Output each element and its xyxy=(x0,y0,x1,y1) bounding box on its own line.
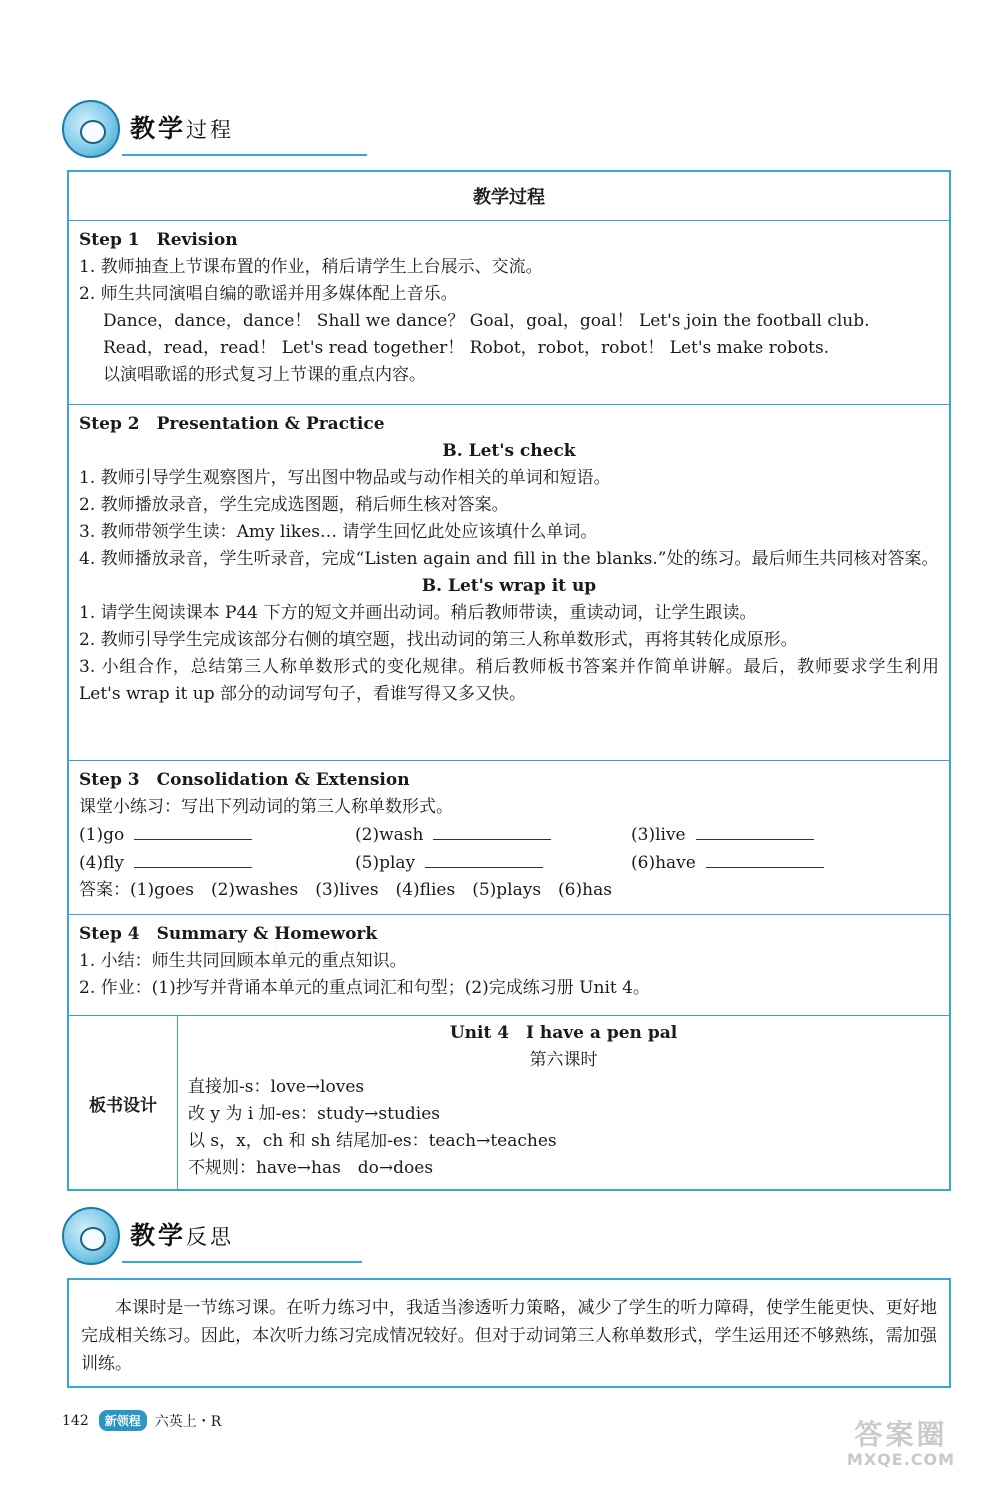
step-line: 2. 教师播放录音，学生完成选图题，稍后师生核对答案。 xyxy=(79,495,509,515)
step-line: 1. 小结：师生共同回顾本单元的重点知识。 xyxy=(79,951,407,971)
step-line: 2. 教师引导学生完成该部分右侧的填空题，找出动词的第三人称单数形式，再将其转化成原形。 xyxy=(79,630,798,650)
step-3-consolidation-extension xyxy=(69,761,949,915)
page-footer xyxy=(62,1410,221,1431)
step-line: 1. 请学生阅读课本 P44 下方的短文并画出动词。稍后教师带读，重读动词，让学生跟读。 xyxy=(79,603,757,623)
exercise-row xyxy=(79,821,939,849)
mascot-icon xyxy=(62,100,120,158)
reflection-text: 本课时是一节练习课。在听力练习中，我适当渗透听力策略，减少了学生的听力障碍，使学生能更快、更好地完成相关练习。因此，本次听力练习完成情况较好。但对于动词第三人称单数形式，学生运用还不够熟练，需加强训练。 xyxy=(81,1298,937,1374)
step-line: 2. 作业：(1)抄写并背诵本单元的重点词汇和句型；(2)完成练习册 Unit 4。 xyxy=(79,978,650,998)
exercise-item: (1)go xyxy=(79,821,355,849)
watermark-en: MXQE.COM xyxy=(846,1450,956,1469)
section-underline xyxy=(122,154,367,156)
exercise-item: (4)fly xyxy=(79,849,355,877)
chant-line: Read，read，read！ Let's read together！ Robot，robot，robot！ Let's make robots. xyxy=(103,338,830,358)
reflection-box xyxy=(67,1278,951,1388)
board-rule: 以 s，x，ch 和 sh 结尾加-es：teach→teaches xyxy=(188,1131,557,1151)
board-body xyxy=(178,1016,949,1190)
step-title: Step 3 Consolidation & Extension xyxy=(79,770,410,790)
exercise-item: (2)wash xyxy=(355,821,631,849)
board-rule: 改 y 为 i 加-es：study→studies xyxy=(188,1104,441,1124)
step-title: Step 2 Presentation & Practice xyxy=(79,414,385,434)
mascot-icon xyxy=(62,1207,120,1265)
section-title xyxy=(130,109,234,149)
teaching-process-table xyxy=(67,170,951,1191)
section-heading-teaching-process xyxy=(62,100,234,158)
answer-blank xyxy=(425,867,543,868)
step-2-presentation-practice xyxy=(69,405,949,761)
step-title: Step 1 Revision xyxy=(79,230,238,250)
watermark xyxy=(826,1420,976,1475)
brand-badge: 新领程 xyxy=(99,1410,147,1431)
step-1-revision xyxy=(69,221,949,405)
section-title-bold: 教学 xyxy=(130,1221,187,1250)
grade-label: 六英上・R xyxy=(154,1413,222,1430)
board-title: Unit 4 I have a pen pal xyxy=(449,1023,678,1043)
board-rule: 直接加-s：love→loves xyxy=(188,1077,365,1097)
answer-blank xyxy=(696,839,814,840)
sub-section-title: B. Let's wrap it up xyxy=(421,576,597,596)
blackboard-design xyxy=(69,1016,949,1190)
chant-line: Dance，dance，dance！ Shall we dance？ Goal，goal，goal！ Let's join the football club. xyxy=(103,311,870,331)
step-4-summary-homework xyxy=(69,915,949,1016)
exercise-intro: 课堂小练习：写出下列动词的第三人称单数形式。 xyxy=(79,797,453,817)
answer-blank xyxy=(706,867,824,868)
board-label: 板书设计 xyxy=(69,1016,178,1190)
section-title-bold: 教学 xyxy=(130,114,187,143)
exercise-item: (3)live xyxy=(631,821,907,849)
sub-section-title: B. Let's check xyxy=(442,441,576,461)
step-line: 以演唱歌谣的形式复习上节课的重点内容。 xyxy=(103,365,426,385)
table-header: 教学过程 xyxy=(69,172,949,221)
board-rule: 不规则：have→has do→does xyxy=(188,1158,434,1178)
section-title-rest: 反思 xyxy=(186,1225,235,1249)
exercise-row xyxy=(79,849,939,877)
answer-blank xyxy=(433,839,551,840)
page-number: 142 xyxy=(62,1412,89,1429)
section-title-rest: 过程 xyxy=(186,118,235,142)
step-line: 3. 小组合作，总结第三人称单数形式的变化规律。稍后教师板书答案并作简单讲解。最后，教师要求学生利用 Let's wrap it up 部分的动词写句子，看谁写得又多又快。 xyxy=(79,657,939,704)
step-line: 3. 教师带领学生读：Amy likes… 请学生回忆此处应该填什么单词。 xyxy=(79,522,598,542)
answer-blank xyxy=(134,839,252,840)
section-underline xyxy=(122,1261,362,1263)
exercise-answers: 答案：(1)goes (2)washes (3)lives (4)flies (5)plays (6)has xyxy=(79,880,612,900)
section-title xyxy=(130,1216,234,1256)
step-line: 1. 教师引导学生观察图片，写出图中物品或与动作相关的单词和短语。 xyxy=(79,468,611,488)
step-line: 4. 教师播放录音，学生听录音，完成“Listen again and fill in the blanks.”处的练习。最后师生共同核对答案。 xyxy=(79,549,939,569)
step-line: 2. 师生共同演唱自编的歌谣并用多媒体配上音乐。 xyxy=(79,284,458,304)
step-title: Step 4 Summary & Homework xyxy=(79,924,378,944)
answer-blank xyxy=(134,867,252,868)
watermark-cn: 答案圈 xyxy=(854,1418,948,1451)
section-heading-reflection xyxy=(62,1207,234,1265)
step-line: 1. 教师抽查上节课布置的作业，稍后请学生上台展示、交流。 xyxy=(79,257,543,277)
exercise-item: (5)play xyxy=(355,849,631,877)
board-subtitle: 第六课时 xyxy=(529,1050,598,1070)
exercise-item: (6)have xyxy=(631,849,907,877)
